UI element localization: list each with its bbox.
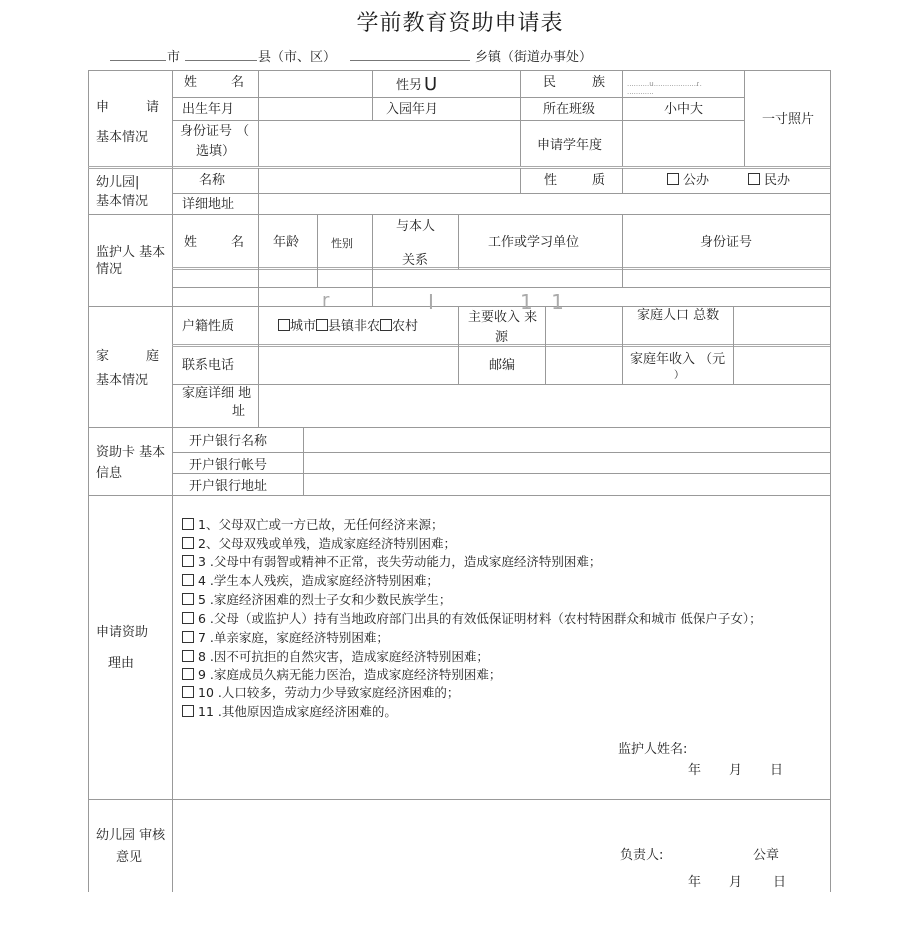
id-label-line1: 身份证号 （ <box>180 124 250 139</box>
family-section-label-1: 家 <box>96 349 110 364</box>
review-section-label-2: 意见 <box>116 850 143 865</box>
kg-nature-label-part2: 质 <box>592 173 606 188</box>
county-blank[interactable] <box>185 46 257 61</box>
ethnicity-dots: ..........ս...................ɾ. <box>627 80 702 88</box>
guardian-name-label-part1: 姓 <box>184 235 198 250</box>
reason-item[interactable]: 8 .因不可抗拒的自然灾害，造成家庭经济特别困难； <box>182 649 489 665</box>
reason-date-year: 年 <box>688 763 702 778</box>
kg-nature-label-part1: 性 <box>544 173 558 188</box>
option-private[interactable]: 民办 <box>748 173 790 189</box>
reasons-section-label-2: 理由 <box>108 656 135 671</box>
town-checkbox[interactable] <box>316 319 328 331</box>
reason-item[interactable]: 3 .父母中有弱智或精神不正常，丧失劳动能力，造成家庭经济特别困难； <box>182 554 601 570</box>
income-source-label-1: 主要收入 来 <box>468 310 538 325</box>
location-line <box>0 46 920 66</box>
reason-checkbox[interactable] <box>182 593 194 605</box>
annual-income-label-1: 家庭年收入 （元 <box>630 352 726 367</box>
reason-checkbox[interactable] <box>182 705 194 717</box>
applicant-section-label-2: 请 <box>146 100 160 115</box>
faint-mark-2: 1 1 <box>520 290 570 314</box>
enroll-label: 入园年月 <box>386 102 439 117</box>
guardian-id-label: 身份证号 <box>700 235 753 250</box>
guardian-name-label-part2: 名 <box>231 235 245 250</box>
reason-item[interactable]: 9 .家庭成员久病无能力医治，造成家庭经济特别困难； <box>182 667 501 683</box>
principal-label: 负责人: <box>620 848 664 863</box>
income-source-label-2: 源 <box>495 330 509 345</box>
city-label: 市 <box>167 50 181 65</box>
city-checkbox[interactable] <box>278 319 290 331</box>
household-options: 城市 县镇非农 农村 <box>278 319 418 335</box>
reason-checkbox[interactable] <box>182 555 194 567</box>
family-address-label-2: 址 <box>232 404 246 419</box>
private-checkbox[interactable] <box>748 173 760 185</box>
phone-label: 联系电话 <box>182 358 235 373</box>
postcode-label: 邮编 <box>489 358 516 373</box>
guardian-work-label: 工作或学习单位 <box>488 235 580 250</box>
ethnicity-label-part1: 民 <box>543 75 557 90</box>
name-label-part2: 名 <box>231 75 245 90</box>
kg-address-label: 详细地址 <box>182 197 235 212</box>
population-label: 家庭人口 总数 <box>637 308 720 323</box>
faint-mark-r: r <box>322 290 330 311</box>
faint-mark-1: I <box>428 290 434 314</box>
review-section-label-1: 幼儿园 审核 <box>96 828 166 843</box>
ethnicity-dots-2: ............ <box>627 88 654 96</box>
gender-mark: U <box>424 74 438 95</box>
family-section-label-2: 庭 <box>146 349 160 364</box>
reasons-section-label-1: 申请资助 <box>96 625 149 640</box>
reason-checkbox[interactable] <box>182 612 194 624</box>
reason-date-month: 月 <box>729 763 743 778</box>
county-label: 县（市、区） <box>258 50 337 65</box>
guardian-section-label-2: 情况 <box>96 262 123 277</box>
id-label-line2: 选填） <box>196 144 236 159</box>
reason-item[interactable]: 2、父母双残或单残，造成家庭经济特别困难； <box>182 536 456 552</box>
kg-name-label: 名称 <box>199 173 226 188</box>
reason-item[interactable]: 6 .父母（或监护人）持有当地政府部门出具的有效低保证明材料（农村特困群众和城市 低保户子女）； <box>182 611 762 627</box>
guardian-gender-label: 性别 <box>331 237 353 250</box>
guardian-age-label: 年龄 <box>273 235 300 250</box>
class-label: 所在班级 <box>543 102 596 117</box>
family-section-label-3: 基本情况 <box>96 373 149 388</box>
reason-checkbox[interactable] <box>182 631 194 643</box>
gender-label: 性另 <box>396 78 423 93</box>
reason-item[interactable]: 7 .单亲家庭，家庭经济特别困难； <box>182 630 389 646</box>
guardian-relation-label-2: 关系 <box>402 253 429 268</box>
class-value: 小中大 <box>664 102 704 117</box>
town-blank[interactable] <box>350 46 470 61</box>
reason-item[interactable]: 1、父母双亡或一方已故，无任何经济来源； <box>182 517 443 533</box>
year-label: 申请学年度 <box>537 138 603 153</box>
bank-account-label: 开户银行帐号 <box>189 458 268 473</box>
birth-label: 出生年月 <box>182 102 235 117</box>
applicant-section-label-1: 申 <box>96 100 110 115</box>
applicant-section-label-3: 基本情况 <box>96 130 149 145</box>
town-label: 乡镇（街道办事处） <box>475 50 593 65</box>
city-blank[interactable] <box>110 46 166 61</box>
guardian-relation-label-1: 与本人 <box>396 219 436 234</box>
reason-item[interactable]: 4 .学生本人残疾，造成家庭经济特别困难； <box>182 573 439 589</box>
option-public[interactable]: 公办 <box>667 173 709 189</box>
guardian-section-label-1: 监护人 基本 <box>96 245 166 260</box>
review-date-day: 日 <box>773 875 787 890</box>
kindergarten-section-label-2: 基本情况 <box>96 194 149 209</box>
bank-address-label: 开户银行地址 <box>189 479 268 494</box>
household-label: 户籍性质 <box>182 319 235 334</box>
public-checkbox[interactable] <box>667 173 679 185</box>
review-date-year: 年 <box>688 875 702 890</box>
review-date-month: 月 <box>729 875 743 890</box>
name-label-part1: 姓 <box>184 75 198 90</box>
reason-checkbox[interactable] <box>182 574 194 586</box>
aidcard-section-label-2: 信息 <box>96 466 123 481</box>
family-address-label-1: 家庭详细 地 <box>182 386 252 401</box>
reason-date-day: 日 <box>770 763 784 778</box>
reason-checkbox[interactable] <box>182 518 194 530</box>
rural-checkbox[interactable] <box>380 319 392 331</box>
kindergarten-section-label-1: 幼儿园| <box>96 175 140 190</box>
reason-item[interactable]: 5 .家庭经济困难的烈士子女和少数民族学生； <box>182 592 451 608</box>
page-title: 学前教育资助申请表 <box>356 11 564 36</box>
aidcard-section-label-1: 资助卡 基本 <box>96 445 166 460</box>
reason-item[interactable]: 11 .其他原因造成家庭经济困难的。 <box>182 704 397 720</box>
bank-name-label: 开户银行名称 <box>189 434 268 449</box>
guardian-sign-label: 监护人姓名: <box>618 742 688 757</box>
ethnicity-label-part2: 族 <box>592 75 606 90</box>
annual-income-label-2: ） <box>674 370 684 381</box>
reason-checkbox[interactable] <box>182 650 194 662</box>
reason-item[interactable]: 10 .人口较多，劳动力少导致家庭经济困难的； <box>182 685 459 701</box>
reason-checkbox[interactable] <box>182 686 194 698</box>
reason-checkbox[interactable] <box>182 537 194 549</box>
photo-label: 一寸照片 <box>762 112 815 127</box>
reason-checkbox[interactable] <box>182 668 194 680</box>
seal-label: 公章 <box>753 848 780 863</box>
